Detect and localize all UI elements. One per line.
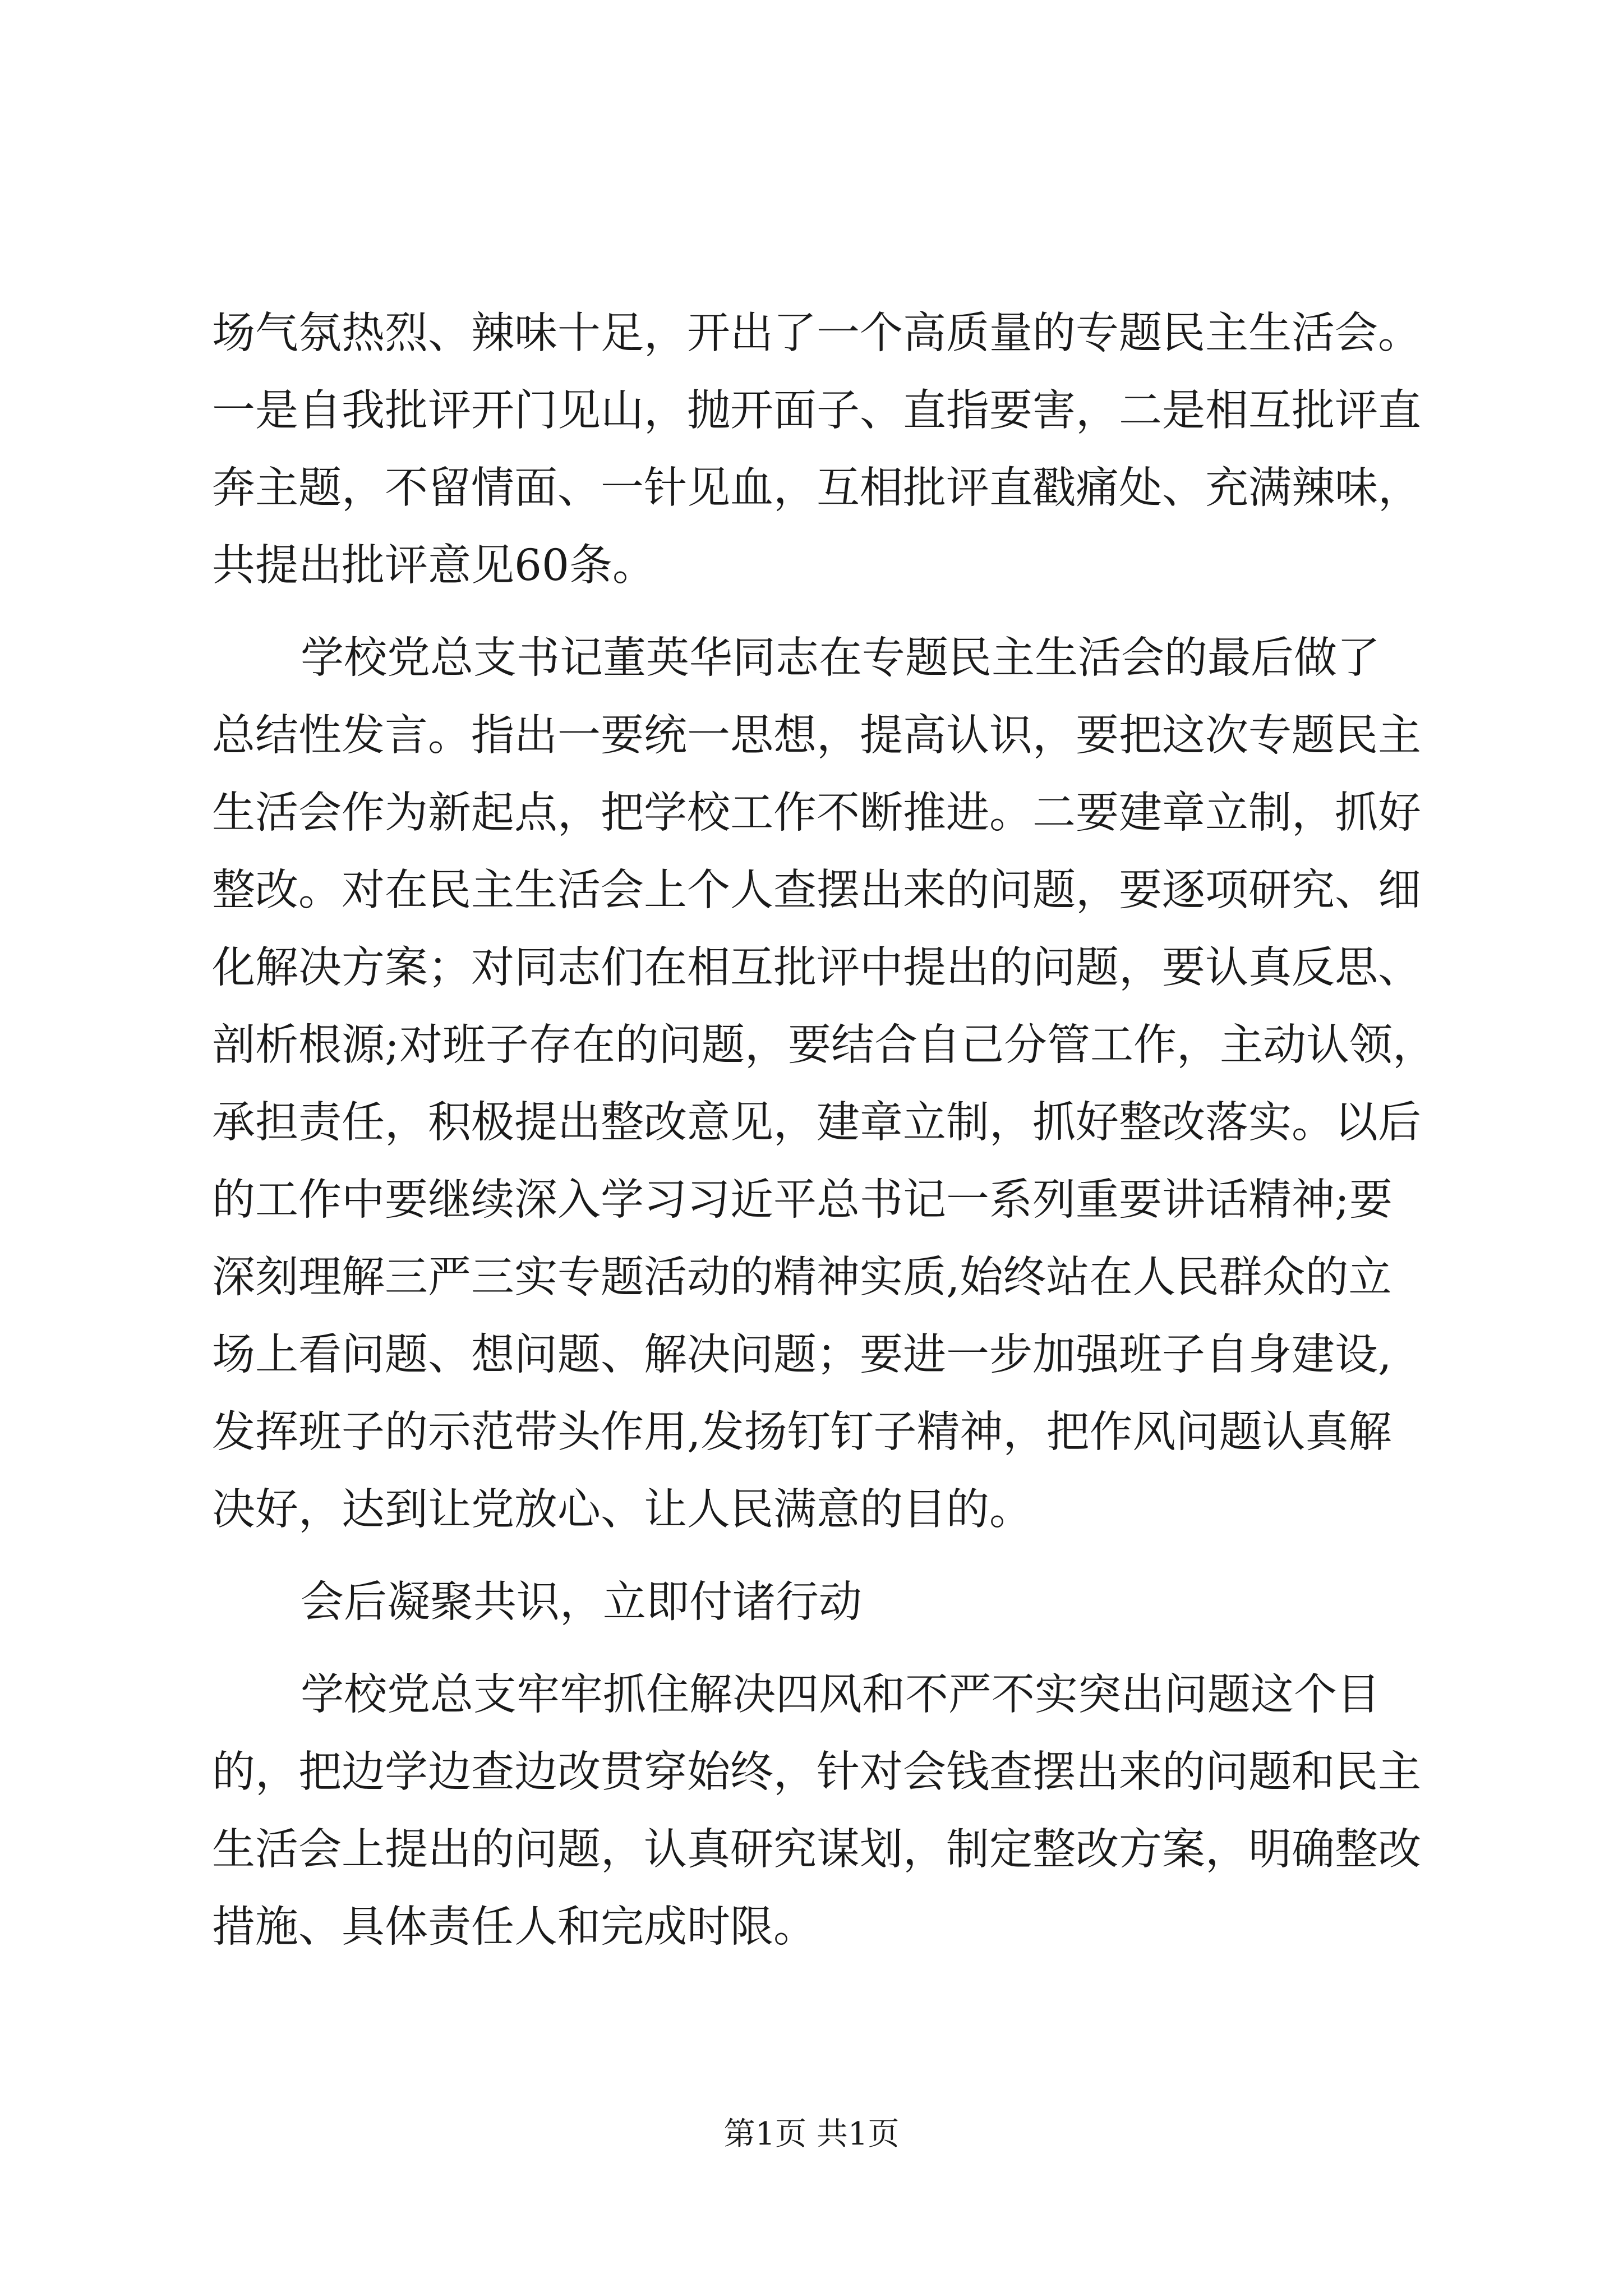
text-line: 奔主题，不留情面、一针见血，互相批评直戳痛处、充满辣味， (212, 463, 1421, 513)
text-line: 的工作中要继续深入学习习近平总书记一系列重要讲话精神;要 (212, 1175, 1393, 1225)
text-line: 共提出批评意见60条。 (212, 541, 656, 591)
text-line: 一是自我批评开门见山，抛开面子、直指要害，二是相互批评直 (212, 386, 1421, 436)
paragraph-first-line: 学校党总支书记董英华同志在专题民主生活会的最后做了 (301, 633, 1380, 683)
paragraph-first-line: 学校党总支牢牢抓住解决四风和不严不实突出问题这个目 (301, 1670, 1380, 1720)
text-line: 整改。对在民主生活会上个人查摆出来的问题，要逐项研究、细 (212, 866, 1421, 915)
text-line: 化解决方案；对同志们在相互批评中提出的问题，要认真反思、 (212, 943, 1421, 993)
text-line: 承担责任，积极提出整改意见，建章立制，抓好整改落实。以后 (212, 1098, 1421, 1148)
text-line: 深刻理解三严三实专题活动的精神实质,始终站在人民群众的立 (212, 1253, 1392, 1303)
text-line: 的，把边学边查边改贯穿始终，针对会钱查摆出来的问题和民主 (212, 1747, 1421, 1797)
page-number-footer: 第1页 共1页 (723, 2116, 900, 2152)
text-line: 措施、具体责任人和完成时限。 (212, 1902, 817, 1952)
text-line: 生活会上提出的问题，认真研究谋划，制定整改方案，明确整改 (212, 1825, 1421, 1875)
text-line: 总结性发言。指出一要统一思想，提高认识，要把这次专题民主 (212, 711, 1421, 761)
text-line: 场上看问题、想问题、解决问题；要进一步加强班子自身建设, (212, 1330, 1392, 1380)
text-line: 剖析根源;对班子存在的问题，要结合自己分管工作，主动认领， (212, 1020, 1436, 1070)
text-line: 决好，达到让党放心、让人民满意的目的。 (212, 1485, 1032, 1535)
text-line: 生活会作为新起点，把学校工作不断推进。二要建章立制，抓好 (212, 788, 1421, 838)
section-heading: 会后凝聚共识，立即付诸行动 (301, 1577, 862, 1627)
text-line: 发挥班子的示范带头作用,发扬钉钉子精神，把作风问题认真解 (212, 1407, 1392, 1457)
text-line: 场气氛热烈、辣味十足，开出了一个高质量的专题民主生活会。 (212, 309, 1421, 358)
